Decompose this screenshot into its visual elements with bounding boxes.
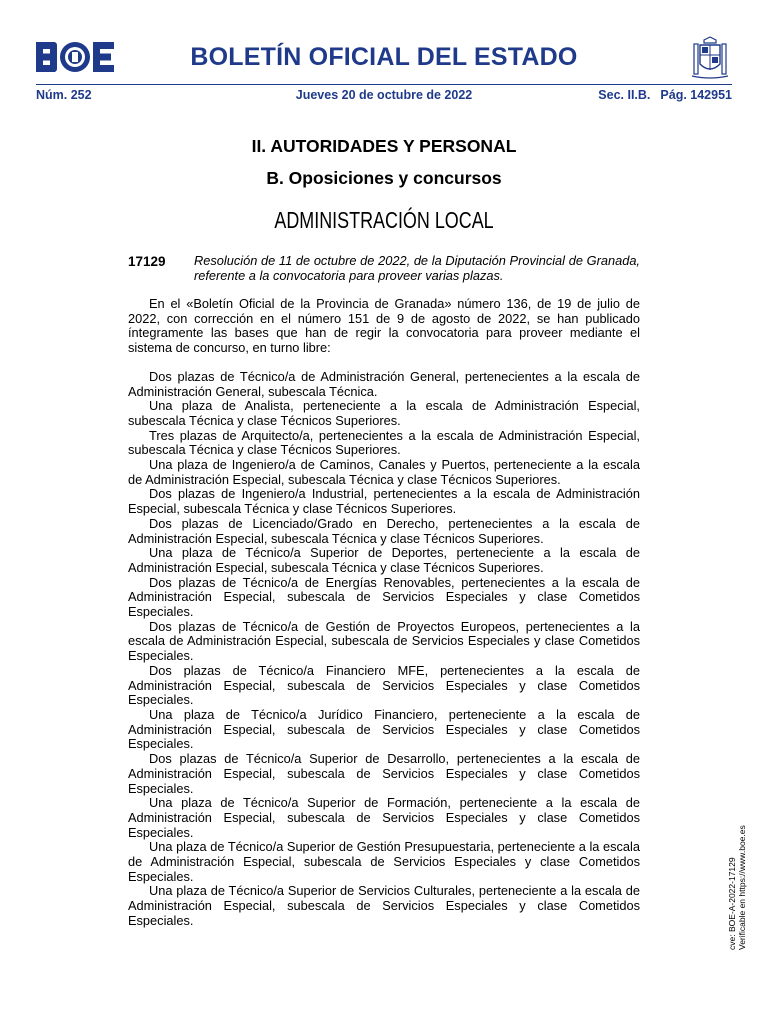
issue-number: Núm. 252 <box>36 88 92 102</box>
list-item: Dos plazas de Técnico/a Superior de Desarrollo, pertenecientes a la escala de Administración Especial, subescala de Servicios Especiales y clase Cometidos Especiales. <box>128 751 640 796</box>
list-item: Una plaza de Técnico/a Jurídico Financiero, perteneciente a la escala de Administración Especial, subescala de Servicios Especiales y clase Cometidos Especiales. <box>128 706 640 752</box>
list-item: Una plaza de Técnico/a Superior de Formación, perteneciente a la escala de Administración Especial, subescala de Servicios Especiales y clase Cometidos Especiales. <box>128 795 640 840</box>
page-label: Pág. 142951 <box>660 88 732 102</box>
list-item: Dos plazas de Técnico/a de Gestión de Proyectos Europeos, pertenecientes a la escala de Administración Especial, subescala de Servicios Especiales y clase Cometidos Especiales. <box>128 618 640 664</box>
list-item: Una plaza de Técnico/a Superior de Gestión Presupuestaria, perteneciente a la escala de Administración Especial, subescala de Servicios Especiales y clase Cometidos Especiales. <box>128 839 640 884</box>
verification-sidebar <box>727 825 747 950</box>
section-title: II. AUTORIDADES Y PERSONAL <box>251 136 517 156</box>
intro-paragraph: En el «Boletín Oficial de la Provincia de Granada» número 136, de 19 de julio de 2022, con corrección en el número 151 de 9 de agosto de 2022, se han publicado íntegramente las bases que han de regir la convocatoria para proveer mediante el sistema de concurso, en turno libre: <box>128 296 640 356</box>
list-item: Dos plazas de Ingeniero/a Industrial, pertenecientes a la escala de Administración Especial, subescala Técnica y clase Técnicos Superiores. <box>128 486 640 517</box>
list-item: Tres plazas de Arquitecto/a, pertenecientes a la escala de Administración Especial, subescala Técnica y clase Técnicos Superiores. <box>128 427 640 458</box>
reference-number: 17129 <box>128 254 166 269</box>
list-item: Dos plazas de Licenciado/Grado en Derecho, pertenecientes a la escala de Administración Especial, subescala Técnica y clase Técnicos Superiores. <box>128 515 640 546</box>
section-page <box>588 88 732 102</box>
issue-date: Jueves 20 de octubre de 2022 <box>295 88 473 102</box>
list-item: Una plaza de Analista, perteneciente a la escala de Administración Especial, subescala Técnica y clase Técnicos Superiores. <box>128 398 640 428</box>
bulletin-title: BOLETÍN OFICIAL DEL ESTADO <box>190 43 578 71</box>
cve-code: cve: BOE-A-2022-17129 <box>727 857 737 950</box>
body-text <box>128 297 640 929</box>
list-item: Una plaza de Técnico/a Superior de Servicios Culturales, perteneciente a la escala de Administración Especial, subescala de Servicios Especiales y clase Cometidos Especiales. <box>128 883 640 928</box>
subsection-title: B. Oposiciones y concursos <box>266 168 502 188</box>
verification-link[interactable]: Verificable en https://www.boe.es <box>737 825 747 950</box>
category-title: ADMINISTRACIÓN LOCAL <box>274 207 494 233</box>
list-item: Dos plazas de Técnico/a de Administración General, pertenecientes a la escala de Administración General, subescala Técnica. <box>128 368 640 399</box>
list-item: Una plaza de Ingeniero/a de Caminos, Canales y Puertos, perteneciente a la escala de Administración Especial, subescala Técnica y clase Técnicos Superiores. <box>128 457 640 487</box>
section-label: Sec. II.B. <box>598 88 651 102</box>
resolution-summary: Resolución de 11 de octubre de 2022, de la Diputación Provincial de Granada, referente a la convocatoria para proveer varias plazas. <box>194 253 640 283</box>
header-rule <box>36 84 732 85</box>
list-item: Dos plazas de Técnico/a Financiero MFE, pertenecientes a la escala de Administración Especial, subescala de Servicios Especiales y clase Cometidos Especiales. <box>128 662 640 708</box>
list-item: Una plaza de Técnico/a Superior de Deportes, perteneciente a la escala de Administración Especial, subescala Técnica y clase Técnicos Superiores. <box>128 545 640 575</box>
list-item: Dos plazas de Técnico/a de Energías Renovables, pertenecientes a la escala de Administración Especial, subescala de Servicios Especiales y clase Cometidos Especiales. <box>128 574 640 620</box>
coat-of-arms-icon <box>690 36 730 80</box>
